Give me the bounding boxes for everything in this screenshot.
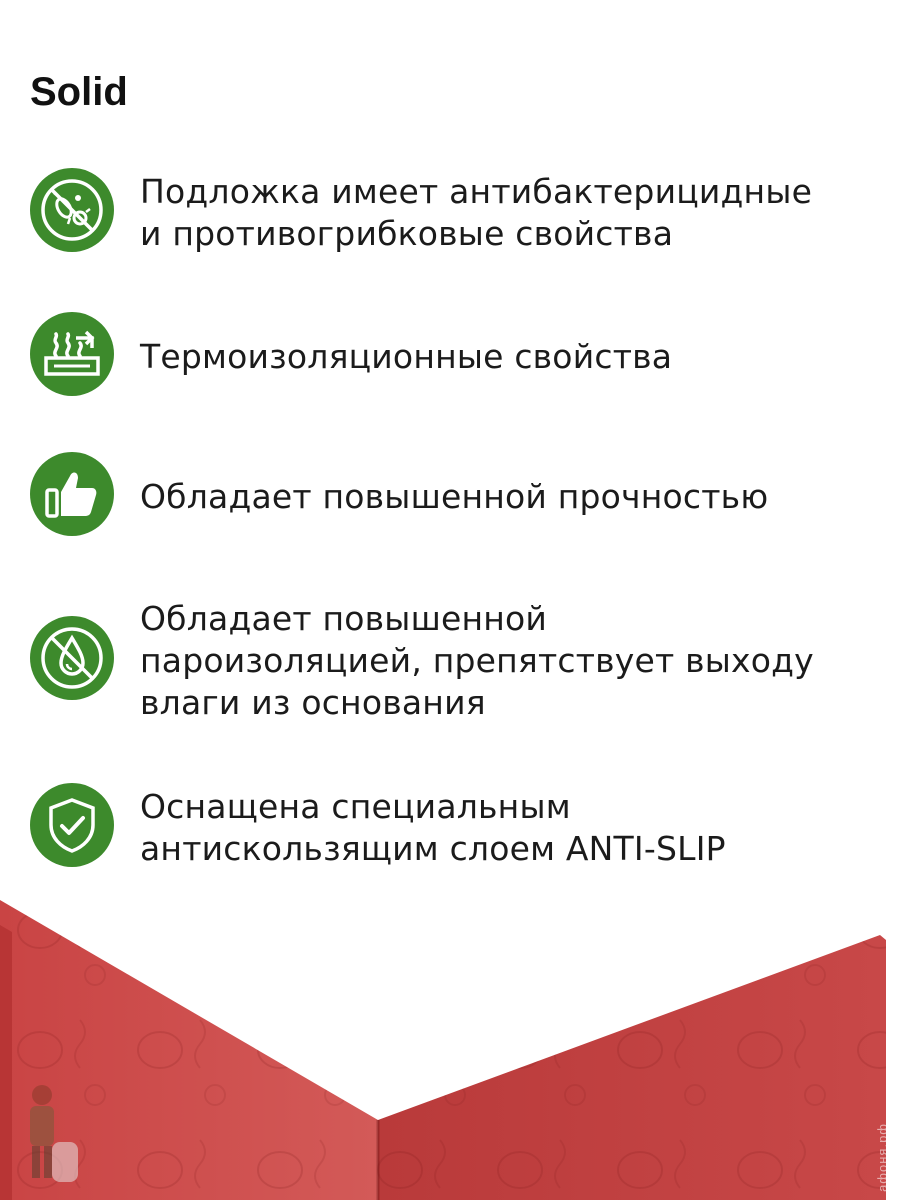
feature-vapor-barrier	[30, 599, 870, 722]
feature-thermal	[30, 312, 870, 402]
shield-check-icon	[30, 783, 114, 867]
feature-text: Обладает повышенной пароизоляцией, препятствует выходу влаги из основания	[140, 599, 814, 722]
feature-text: Оснащена специальным антискользящим слоем ANTI-SLIP	[140, 787, 726, 868]
feature-strength	[30, 452, 870, 542]
feature-text: Обладает повышенной прочностью	[140, 477, 769, 516]
product-title: Solid	[30, 70, 128, 114]
feature-text: Подложка имеет антибактерицидные и противогрибковые свойства	[140, 172, 813, 253]
antibacterial-icon	[30, 168, 114, 252]
no-moisture-icon	[30, 616, 114, 700]
feature-text: Термоизоляционные свойства	[140, 337, 673, 376]
thermal-insulation-icon	[30, 312, 114, 396]
thumbs-up-icon	[30, 452, 114, 536]
feature-anti-slip	[30, 783, 870, 873]
watermark: афоня.рф	[875, 1123, 890, 1192]
feature-antibacterial	[30, 168, 870, 258]
underlay-photo	[0, 880, 900, 1200]
